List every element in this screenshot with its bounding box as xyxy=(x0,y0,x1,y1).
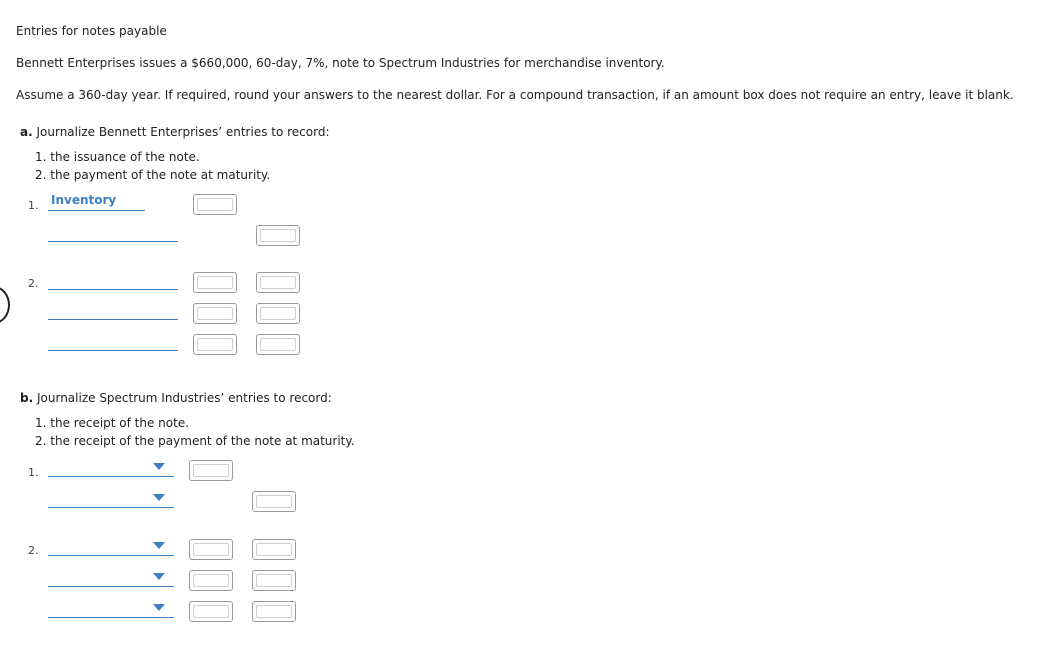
part-b-item-1-number: 1. xyxy=(35,416,47,430)
part-b-item-2-text: the receipt of the payment of the note at maturity. xyxy=(50,434,355,448)
part-a-entry-2-row-1-account-field[interactable] xyxy=(48,289,178,290)
part-a-item-1-text: the issuance of the note. xyxy=(50,150,200,164)
part-b-entry-1-row-2-credit-box[interactable] xyxy=(252,491,296,512)
part-a-item-1 xyxy=(35,150,200,164)
part-b-entry-2-row-1-debit-box[interactable] xyxy=(189,539,233,560)
part-b-entry-2-row-3-credit-box[interactable] xyxy=(252,601,296,622)
scenario-text: Bennett Enterprises issues a $660,000, 60-day, 7%, note to Spectrum Industries for merchandise inventory. xyxy=(16,56,665,70)
part-a-entry-2-row-2-debit-box[interactable] xyxy=(193,303,237,324)
part-b-entry-2-row-2-account-select[interactable] xyxy=(48,586,174,587)
part-b-entry-2-row-3-account-select[interactable] xyxy=(48,617,174,618)
part-b-entry-1-number: 1. xyxy=(28,466,39,479)
part-a-heading xyxy=(20,125,330,139)
part-a-item-2 xyxy=(35,168,270,182)
part-a-entry-1-debit-box[interactable] xyxy=(193,194,237,215)
part-a-entry-2-row-2-account-field[interactable] xyxy=(48,319,178,320)
part-a-entry-2-row-1-debit-box[interactable] xyxy=(193,272,237,293)
part-a-entry-2-row-1-credit-box[interactable] xyxy=(256,272,300,293)
part-a-entry-2-row-3-account-field[interactable] xyxy=(48,350,178,351)
part-a-item-2-number: 2. xyxy=(35,168,47,182)
partial-circle-decoration xyxy=(0,286,10,324)
part-b-entry-2-number: 2. xyxy=(28,544,39,557)
part-b-entry-1-row-1-debit-box[interactable] xyxy=(189,460,233,481)
part-b-item-1 xyxy=(35,416,189,430)
part-a-entry-1-credit-account-field[interactable] xyxy=(48,241,178,242)
dropdown-arrow-icon[interactable] xyxy=(153,604,165,611)
part-b-entry-1-row-2-account-select[interactable] xyxy=(48,507,174,508)
part-a-entry-2-row-2-credit-box[interactable] xyxy=(256,303,300,324)
part-a-entry-1-credit-box[interactable] xyxy=(256,225,300,246)
page-title: Entries for notes payable xyxy=(16,24,167,38)
part-b-item-2-number: 2. xyxy=(35,434,47,448)
part-b-label: b. xyxy=(20,391,34,405)
part-b-entry-2-row-3-debit-box[interactable] xyxy=(189,601,233,622)
part-a-prompt: Journalize Bennett Enterprises’ entries to record: xyxy=(36,125,330,139)
dropdown-arrow-icon[interactable] xyxy=(153,494,165,501)
part-b-entry-2-row-2-credit-box[interactable] xyxy=(252,570,296,591)
part-b-item-1-text: the receipt of the note. xyxy=(50,416,190,430)
part-a-entry-1-account-line xyxy=(48,210,145,211)
part-b-entry-2-row-1-account-select[interactable] xyxy=(48,555,174,556)
part-b-entry-2-row-2-debit-box[interactable] xyxy=(189,570,233,591)
part-b-item-2 xyxy=(35,434,355,448)
part-a-entry-1-number: 1. xyxy=(28,199,39,212)
part-b-prompt: Journalize Spectrum Industries’ entries to record: xyxy=(36,391,332,405)
part-a-entry-2-number: 2. xyxy=(28,277,39,290)
part-a-item-2-text: the payment of the note at maturity. xyxy=(50,168,271,182)
part-a-entry-1-account[interactable]: Inventory xyxy=(51,193,117,207)
dropdown-arrow-icon[interactable] xyxy=(153,542,165,549)
part-b-entry-1-row-1-account-select[interactable] xyxy=(48,476,174,477)
part-a-entry-2-row-3-credit-box[interactable] xyxy=(256,334,300,355)
part-b-heading xyxy=(20,391,332,405)
part-b-entry-2-row-1-credit-box[interactable] xyxy=(252,539,296,560)
part-a-entry-2-row-3-debit-box[interactable] xyxy=(193,334,237,355)
dropdown-arrow-icon[interactable] xyxy=(153,463,165,470)
part-a-label: a. xyxy=(20,125,33,139)
part-a-item-1-number: 1. xyxy=(35,150,47,164)
dropdown-arrow-icon[interactable] xyxy=(153,573,165,580)
instructions-text: Assume a 360-day year. If required, round your answers to the nearest dollar. For a compound transaction, if an amount box does not require an entry, leave it blank. xyxy=(16,88,1014,102)
